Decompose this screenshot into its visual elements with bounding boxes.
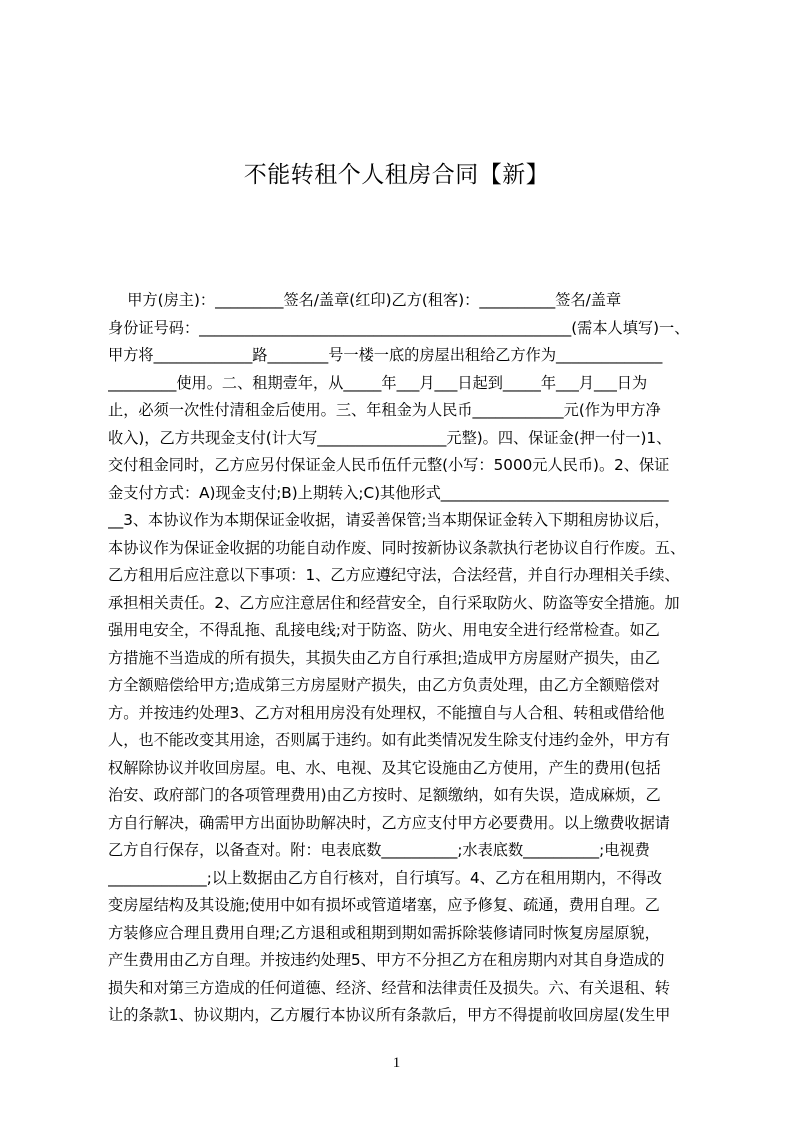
body-line: 本协议作为保证金收据的功能自动作废、同时按新协议条款执行老协议自行作废。五、 — [108, 538, 686, 557]
body-line: 承担相关责任。2、乙方应注意居住和经营安全，自行采取防火、防盗等安全措施。加 — [108, 593, 680, 612]
document-title: 不能转租个人租房合同【新】 — [243, 162, 550, 189]
body-line: 方。并按违约处理3、乙方对租用房没有处理权，不能擅自与人合租、转租或借给他 — [108, 703, 665, 722]
body-line: _____________;以上数据由乙方自行核对，自行填写。4、乙方在租用期内，不得改 — [108, 868, 662, 887]
body-line: 方全额赔偿给甲方;造成第三方房屋财产损失，由乙方负责处理，由乙方全额赔偿对 — [108, 676, 660, 694]
body-line: 交付租金同时，乙方应另付保证金人民币伍仟元整(小写：5000元人民币)。2、保证 — [108, 456, 670, 474]
body-line: __3、本协议作为本期保证金收据，请妥善保管;当本期保证金转入下期租房协议后， — [108, 511, 670, 529]
body-line: 收入)，乙方共现金支付(计大写_________________元整)。四、保证金(押一付一)1、 — [108, 428, 672, 447]
body-line: 方自行解决，确需甲方出面协助解决时，乙方应支付甲方必要费用。以上缴费收据请 — [108, 813, 670, 832]
body-line: 乙方租用后应注意以下事项：1、乙方应遵纪守法，合法经营，并自行办理相关手续、 — [108, 566, 680, 584]
body-line: 金支付方式：A)现金支付;B)上期转入;C)其他形式______________________________ — [108, 483, 669, 502]
body-line: 方措施不当造成的所有损失，其损失由乙方自行承担;造成甲方房屋财产损失，由乙 — [108, 648, 660, 667]
body-line: 让的条款1、协议期内，乙方履行本协议所有条款后，甲方不得提前收回房屋(发生甲 — [108, 1006, 671, 1024]
body-line: 甲方将_____________路________号一楼一底的房屋出租给乙方作为______________ — [108, 346, 663, 364]
body-line: 甲方(房主)：_________签名/盖章(红印)乙方(租客)：__________签名/盖章 — [108, 291, 622, 309]
body-line: 损失和对第三方造成的任何道德、经济、经营和法律责任及损失。六、有关退租、转 — [108, 978, 670, 997]
page-number: 1 — [392, 1055, 401, 1071]
body-line: 变房屋结构及其设施;使用中如有损坏或管道堵塞，应予修复、疏通，费用自理。乙 — [108, 896, 660, 914]
body-line: 方装修应合理且费用自理;乙方退租或租期到期如需拆除装修请同时恢复房屋原貌， — [108, 923, 660, 942]
body-line: 人，也不能改变其用途，否则属于违约。如有此类情况发生除支付违约金外，甲方有 — [108, 731, 670, 749]
body-line: 权解除协议并收回房屋。电、水、电视、及其它设施由乙方使用，产生的费用(包括 — [108, 758, 661, 777]
body-line: 乙方自行保存，以备查对。附：电表底数__________;水表底数__________;电视费 — [108, 841, 650, 859]
body-line: 产生费用由乙方自理。并按违约处理5、甲方不分担乙方在租房期内对其自身造成的 — [108, 951, 665, 969]
body-line: 强用电安全，不得乱拖、乱接电线;对于防盗、防火、用电安全进行经常检查。如乙 — [108, 621, 660, 639]
body-line: 治安、政府部门的各项管理费用)由乙方按时、足额缴纳，如有失误，造成麻烦，乙 — [108, 786, 661, 804]
body-line: _________使用。二、租期壹年，从_____年___月___日起到_____年___月___日为 — [108, 373, 648, 392]
body-line: 身份证号码：_________________________________________________(需本人填写)一、 — [108, 318, 690, 337]
contract-body — [108, 290, 698, 1033]
body-line: 止，必须一次性付清租金后使用。三、年租金为人民币____________元(作为甲方净 — [108, 401, 661, 419]
